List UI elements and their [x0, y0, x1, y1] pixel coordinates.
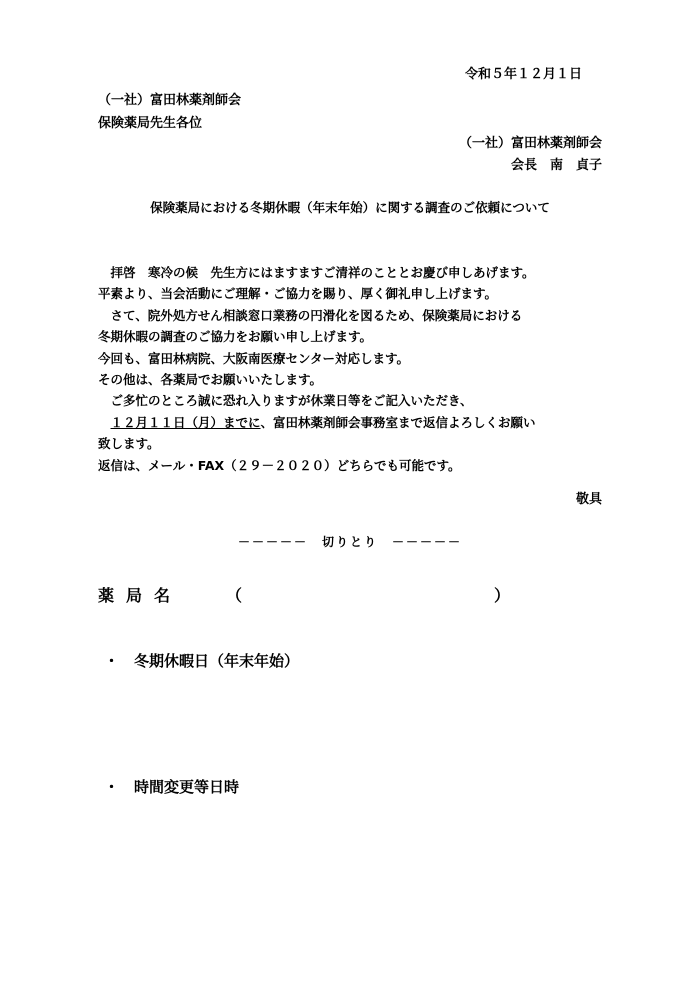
reply-line: 返信は、メール・FAX（２９－２０２０）どちらでも可能です。 [98, 457, 461, 473]
sender-name: 会長 南 貞子 [510, 158, 602, 173]
pharmacy-name-row [98, 585, 511, 607]
pharmacy-name-paren-open: （ [226, 586, 243, 605]
body-line: ご多忙のところ誠に恐れ入りますが休業日等をご記入いただき、 [98, 393, 473, 409]
bullet-icon: ・ [104, 778, 120, 796]
body-line: 今回も、富田林病院、大阪南医療センター対応します。 [98, 350, 410, 366]
deadline-date: １２月１１日（月）までに [110, 414, 261, 430]
bullet-icon: ・ [104, 652, 120, 670]
deadline-indent [98, 415, 111, 430]
deadline-rest: 、富田林薬剤師会事務室まで返信よろしくお願い [260, 414, 536, 430]
winter-holiday-label: 冬期休暇日（年末年始） [134, 652, 300, 670]
body-line: さて、院外処方せん相談窓口業務の円滑化を図るため、保険薬局における [98, 307, 523, 323]
addressee-recipients: 保険薬局先生各位 [98, 116, 203, 131]
time-change-label: 時間変更等日時 [134, 778, 240, 796]
document-date: 令和５年１２月１日 [464, 67, 582, 82]
body-line: 致します。 [98, 436, 160, 452]
body-line: その他は、各薬局でお願いいたします。 [98, 372, 323, 388]
closing-salutation: 敬具 [575, 492, 602, 507]
pharmacy-name-label: 薬局名 [98, 586, 183, 605]
sender-org: （一社）富田林薬剤師会 [458, 136, 602, 151]
document-title: 保険薬局における冬期休暇（年末年始）に関する調査のご依頼について [150, 200, 550, 215]
deadline-line [98, 412, 618, 433]
winter-holiday-item [104, 651, 299, 671]
body-line: 冬期休暇の調査のご協力をお願い申し上げます。 [98, 329, 373, 345]
cut-line: －－－－－ 切りとり －－－－－ [237, 535, 462, 549]
pharmacy-name-paren-close: ） [494, 586, 511, 605]
body-line: 拝啓 寒冷の候 先生方にはますますご清祥のこととお慶び申しあげます。 [98, 265, 535, 280]
body-line: 平素より、当会活動にご理解・ご協力を賜り、厚く御礼申し上げます。 [98, 286, 498, 302]
time-change-item [104, 777, 239, 797]
addressee-org: （一社）富田林薬剤師会 [98, 93, 242, 108]
letter-body [98, 262, 618, 476]
